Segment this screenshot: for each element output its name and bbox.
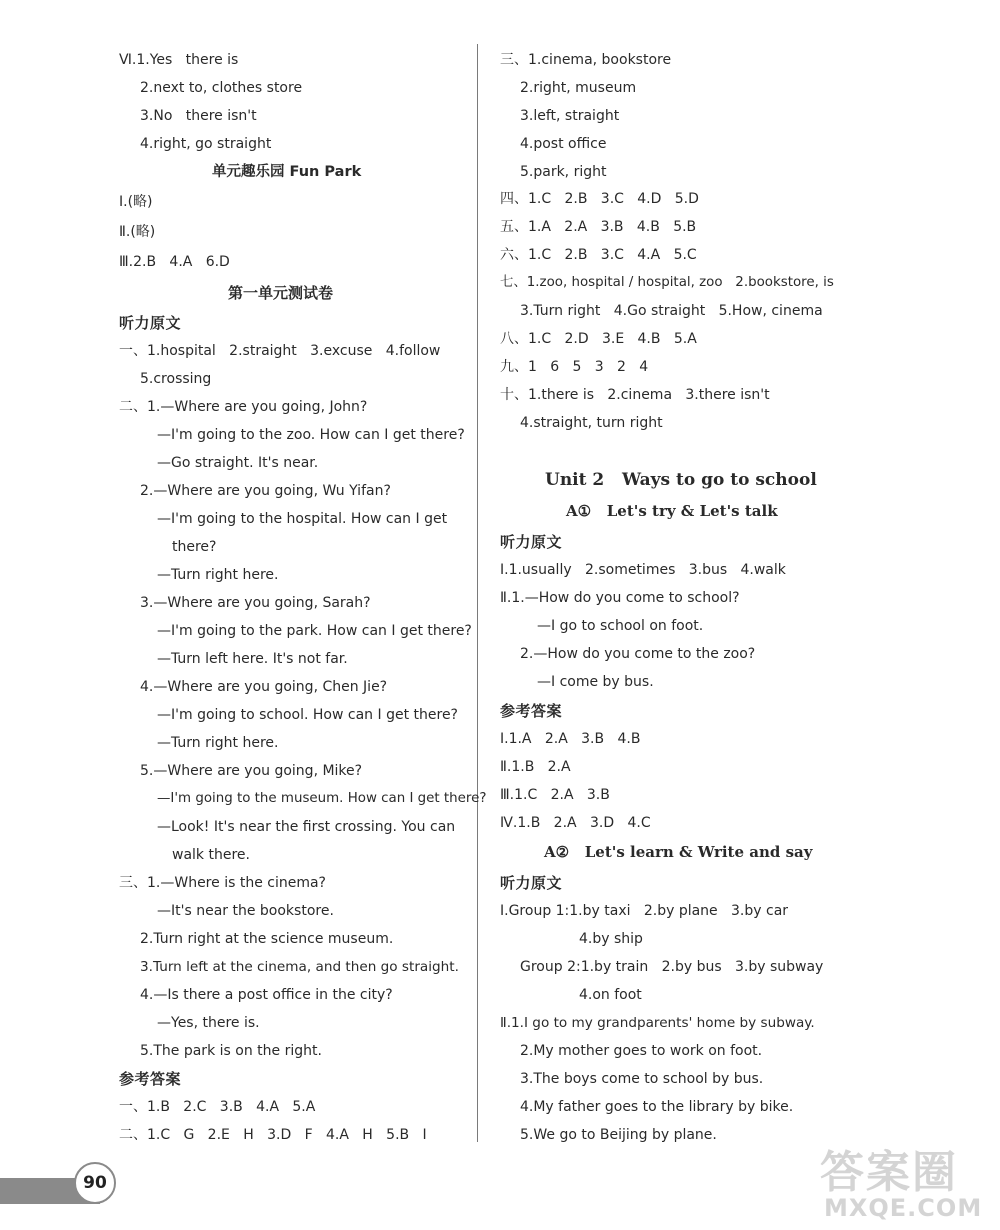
- answer-line: Ⅰ.(略): [119, 194, 153, 210]
- answer-line: —I come by bus.: [537, 674, 654, 690]
- answer-line: —Turn left here. It's not far.: [157, 651, 348, 667]
- subheading-listening-script: 听力原文: [500, 533, 563, 551]
- lesson-heading-a2: A② Let's learn & Write and say: [544, 843, 813, 861]
- answer-line: Ⅱ.1.—How do you come to school?: [500, 590, 740, 606]
- answer-line: Ⅰ.Group 1:1.by taxi 2.by plane 3.by car: [500, 903, 789, 919]
- answer-line: Ⅵ.1.Yes there is: [119, 52, 239, 68]
- answer-line: 四、1.C 2.B 3.C 4.D 5.D: [500, 191, 699, 207]
- answer-line: 4.My father goes to the library by bike.: [520, 1099, 794, 1115]
- answer-line: 二、1.—Where are you going, John?: [119, 399, 368, 415]
- subheading-reference-answers: 参考答案: [500, 702, 563, 720]
- answer-line: —I'm going to the zoo. How can I get there?: [157, 427, 465, 443]
- subheading-listening-script: 听力原文: [119, 314, 182, 332]
- answer-line: Ⅱ.1.I go to my grandparents' home by subway.: [500, 1015, 815, 1031]
- answer-line: Ⅲ.2.B 4.A 6.D: [119, 254, 230, 270]
- subheading-reference-answers: 参考答案: [119, 1070, 182, 1088]
- answer-line: 4.post office: [520, 136, 607, 152]
- answer-line: 3.The boys come to school by bus.: [520, 1071, 764, 1087]
- answer-line: 5.—Where are you going, Mike?: [140, 763, 363, 779]
- answer-line: 2.right, museum: [520, 80, 637, 96]
- answer-line: Group 2:1.by train 2.by bus 3.by subway: [520, 959, 824, 975]
- answer-line: —Turn right here.: [157, 735, 279, 751]
- answer-line: 5.The park is on the right.: [140, 1043, 322, 1059]
- answer-line: 六、1.C 2.B 3.C 4.A 5.C: [500, 247, 697, 263]
- answer-line: 2.next to, clothes store: [140, 80, 303, 96]
- answer-line: 4.by ship: [579, 931, 643, 947]
- answer-line: 十、1.there is 2.cinema 3.there isn't: [500, 387, 770, 403]
- watermark: [820, 1136, 990, 1230]
- answer-line: 3.—Where are you going, Sarah?: [140, 595, 371, 611]
- answer-line: 4.straight, turn right: [520, 415, 663, 431]
- answer-line: —I go to school on foot.: [537, 618, 704, 634]
- column-divider: [477, 44, 478, 1142]
- answer-line: 3.No there isn't: [140, 108, 257, 124]
- answer-line: Ⅳ.1.B 2.A 3.D 4.C: [500, 815, 651, 831]
- answer-line: 一、1.hospital 2.straight 3.excuse 4.follow: [119, 343, 441, 359]
- answer-line: walk there.: [172, 847, 250, 863]
- watermark-logo: 答案圈: [820, 1147, 958, 1198]
- answer-line: 五、1.A 2.A 3.B 4.B 5.B: [500, 219, 697, 235]
- answer-line: 2.—How do you come to the zoo?: [520, 646, 756, 662]
- answer-line: 八、1.C 2.D 3.E 4.B 5.A: [500, 331, 697, 347]
- answer-line: 3.left, straight: [520, 108, 620, 124]
- answer-line: 三、1.—Where is the cinema?: [119, 875, 326, 891]
- answer-line: 三、1.cinema, bookstore: [500, 52, 672, 68]
- section-heading-unit-test: 第一单元测试卷: [228, 284, 334, 302]
- answer-line: Ⅲ.1.C 2.A 3.B: [500, 787, 610, 803]
- answer-line: —Look! It's near the first crossing. You can: [157, 819, 456, 835]
- answer-line: 2.My mother goes to work on foot.: [520, 1043, 763, 1059]
- section-heading-fun-park: 单元趣乐园 Fun Park: [212, 164, 362, 180]
- unit-title: Unit 2 Ways to go to school: [545, 470, 817, 490]
- answer-line: —It's near the bookstore.: [157, 903, 334, 919]
- answer-line: 3.Turn right 4.Go straight 5.How, cinema: [520, 303, 823, 319]
- answer-line: —Turn right here.: [157, 567, 279, 583]
- answer-line: —Go straight. It's near.: [157, 455, 319, 471]
- answer-line: 5.park, right: [520, 164, 607, 180]
- answer-line: 4.—Is there a post office in the city?: [140, 987, 393, 1003]
- answer-line: —Yes, there is.: [157, 1015, 260, 1031]
- watermark-url: MXQE.COM: [824, 1194, 983, 1222]
- lesson-heading-a1: A① Let's try & Let's talk: [566, 502, 778, 520]
- answer-line: Ⅱ.1.B 2.A: [500, 759, 571, 775]
- answer-line: 2.—Where are you going, Wu Yifan?: [140, 483, 391, 499]
- answer-line: 4.on foot: [579, 987, 642, 1003]
- answer-line: 5.We go to Beijing by plane.: [520, 1127, 717, 1143]
- answer-line: 4.right, go straight: [140, 136, 272, 152]
- answer-line: 七、1.zoo, hospital / hospital, zoo 2.bookstore, is: [500, 275, 834, 290]
- answer-line: 2.Turn right at the science museum.: [140, 931, 394, 947]
- answer-line: Ⅰ.1.usually 2.sometimes 3.bus 4.walk: [500, 562, 786, 578]
- answer-line: 二、1.C G 2.E H 3.D F 4.A H 5.B I: [119, 1127, 427, 1143]
- answer-line: —I'm going to the museum. How can I get there?: [157, 791, 487, 806]
- answer-line: —I'm going to the hospital. How can I get: [157, 511, 448, 527]
- answer-line: 5.crossing: [140, 371, 212, 387]
- answer-line: there?: [172, 539, 217, 555]
- answer-line: 3.Turn left at the cinema, and then go straight.: [140, 959, 459, 975]
- page-number: 90: [74, 1162, 116, 1204]
- answer-line: 一、1.B 2.C 3.B 4.A 5.A: [119, 1099, 316, 1115]
- answer-line: —I'm going to the park. How can I get there?: [157, 623, 472, 639]
- answer-line: 九、1 6 5 3 2 4: [500, 359, 649, 375]
- subheading-listening-script: 听力原文: [500, 874, 563, 892]
- answer-line: Ⅰ.1.A 2.A 3.B 4.B: [500, 731, 641, 747]
- answer-line: 4.—Where are you going, Chen Jie?: [140, 679, 388, 695]
- answer-line: Ⅱ.(略): [119, 224, 156, 240]
- answer-line: —I'm going to school. How can I get there?: [157, 707, 458, 723]
